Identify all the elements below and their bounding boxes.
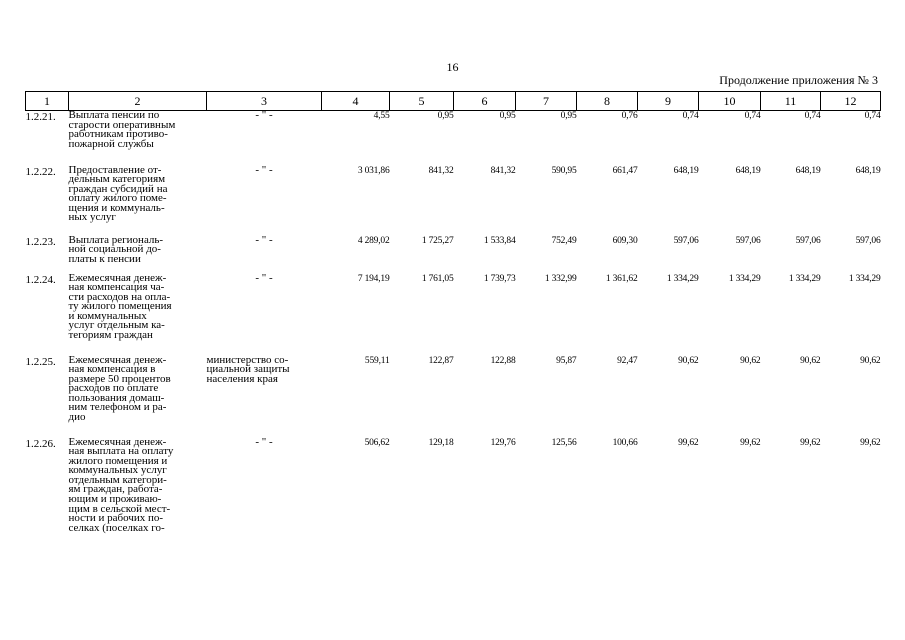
row-value: 122,87 bbox=[428, 355, 454, 366]
row-name: Ежемесячная денеж- ная выплата на оплату жилого помещения и коммунальных услуг отдельным категори- ям граждан, работа- ющим и проживаю- щим в сельской мест- ности и рабочих по- селках (поселках го- bbox=[68, 435, 174, 534]
row-value: 1 334,29 bbox=[848, 273, 881, 284]
row-value: 0,74 bbox=[744, 111, 761, 121]
row-value: 4,55 bbox=[373, 111, 390, 121]
row-value: 661,47 bbox=[612, 165, 638, 176]
continuation-label: Продолжение приложения № 3 bbox=[719, 73, 878, 87]
row-org: - " - bbox=[255, 109, 273, 121]
column-header: 12 bbox=[821, 92, 881, 111]
row-value: 559,11 bbox=[364, 355, 390, 366]
row-value: 0,95 bbox=[437, 111, 454, 121]
row-value: 590,95 bbox=[551, 165, 577, 176]
row-value: 1 334,29 bbox=[666, 273, 699, 284]
row-code: 1.2.23. bbox=[25, 235, 56, 248]
row-code: 1.2.24. bbox=[25, 273, 56, 286]
row-value: 99,62 bbox=[860, 437, 881, 448]
row-org: - " - bbox=[255, 233, 273, 246]
row-code: 1.2.25. bbox=[25, 355, 56, 368]
row-value: 841,32 bbox=[428, 165, 454, 176]
row-org: министерство со- циальной защиты населения края bbox=[206, 353, 290, 385]
column-header: 4 bbox=[322, 92, 390, 111]
row-value: 125,56 bbox=[551, 437, 577, 448]
page-number: 16 bbox=[446, 60, 459, 74]
row-value: 648,19 bbox=[673, 165, 699, 176]
row-org: - " - bbox=[255, 435, 273, 448]
table-row bbox=[26, 438, 881, 548]
appendix-table bbox=[25, 91, 881, 548]
row-value: 0,95 bbox=[560, 111, 577, 121]
row-value: 841,32 bbox=[490, 165, 516, 176]
row-value: 1 739,73 bbox=[483, 273, 516, 284]
row-value: 1 761,05 bbox=[421, 273, 454, 284]
row-name: Ежемесячная денеж- ная компенсация ча- сти расходов на опла- ту жилого помещения и коммунальных услуг отдельным ка- тегориям граждан bbox=[68, 271, 172, 342]
row-org: - " - bbox=[255, 271, 273, 284]
row-value: 648,19 bbox=[735, 165, 761, 176]
row-value: 99,62 bbox=[800, 437, 821, 448]
row-value: 752,49 bbox=[551, 235, 577, 246]
row-value: 129,76 bbox=[490, 437, 516, 448]
row-value: 99,62 bbox=[740, 437, 761, 448]
row-value: 0,74 bbox=[682, 111, 699, 121]
row-value: 597,06 bbox=[795, 235, 821, 246]
row-value: 1 334,29 bbox=[728, 273, 761, 284]
row-value: 100,66 bbox=[612, 437, 638, 448]
row-value: 7 194,19 bbox=[357, 273, 390, 284]
row-value: 1 361,62 bbox=[605, 273, 638, 284]
header-row bbox=[26, 92, 881, 111]
row-value: 648,19 bbox=[855, 165, 881, 176]
column-header: 10 bbox=[699, 92, 761, 111]
column-header: 1 bbox=[26, 92, 69, 111]
row-value: 95,87 bbox=[556, 355, 577, 366]
row-name: Выплата пенсии по старости оперативным работникам противо- пожарной службы bbox=[68, 109, 176, 150]
row-org: - " - bbox=[255, 163, 273, 176]
row-value: 0,76 bbox=[621, 111, 638, 121]
column-header: 2 bbox=[69, 92, 207, 111]
row-value: 92,47 bbox=[617, 355, 638, 366]
column-header: 5 bbox=[390, 92, 454, 111]
column-header: 3 bbox=[207, 92, 322, 111]
row-code: 1.2.21. bbox=[25, 111, 56, 123]
table-row bbox=[26, 236, 881, 274]
row-value: 90,62 bbox=[860, 355, 881, 366]
row-value: 3 031,86 bbox=[357, 165, 390, 176]
row-value: 1 725,27 bbox=[421, 235, 454, 246]
table-row bbox=[26, 274, 881, 356]
row-value: 1 332,99 bbox=[544, 273, 577, 284]
row-value: 0,95 bbox=[499, 111, 516, 121]
row-value: 1 334,29 bbox=[788, 273, 821, 284]
row-name: Ежемесячная денеж- ная компенсация в размере 50 процентов расходов по оплате пользования домаш- ним телефоном и ра- дио bbox=[68, 353, 171, 424]
table-row bbox=[26, 111, 881, 166]
row-value: 122,88 bbox=[490, 355, 516, 366]
row-value: 90,62 bbox=[740, 355, 761, 366]
row-value: 0,74 bbox=[804, 111, 821, 121]
column-header: 7 bbox=[516, 92, 577, 111]
row-value: 0,74 bbox=[864, 111, 881, 121]
table-row bbox=[26, 166, 881, 236]
column-header: 11 bbox=[761, 92, 821, 111]
row-value: 609,30 bbox=[612, 235, 638, 246]
row-value: 1 533,84 bbox=[483, 235, 516, 246]
row-value: 597,06 bbox=[673, 235, 699, 246]
row-value: 99,62 bbox=[678, 437, 699, 448]
row-value: 648,19 bbox=[795, 165, 821, 176]
row-code: 1.2.26. bbox=[25, 437, 56, 450]
column-header: 9 bbox=[638, 92, 699, 111]
row-value: 597,06 bbox=[855, 235, 881, 246]
row-value: 506,62 bbox=[364, 437, 390, 448]
row-name: Выплата региональ- ной социальной до- платы к пенсии bbox=[68, 233, 164, 265]
row-value: 129,18 bbox=[428, 437, 454, 448]
column-header: 6 bbox=[454, 92, 516, 111]
row-value: 597,06 bbox=[735, 235, 761, 246]
table-row bbox=[26, 356, 881, 438]
column-header: 8 bbox=[577, 92, 638, 111]
row-code: 1.2.22. bbox=[25, 165, 56, 178]
row-value: 90,62 bbox=[800, 355, 821, 366]
row-value: 4 289,02 bbox=[357, 235, 390, 246]
row-value: 90,62 bbox=[678, 355, 699, 366]
row-name: Предоставление от- дельным категориям граждан субсидий на оплату жилого поме- щения и коммуналь- ных услуг bbox=[68, 163, 168, 224]
